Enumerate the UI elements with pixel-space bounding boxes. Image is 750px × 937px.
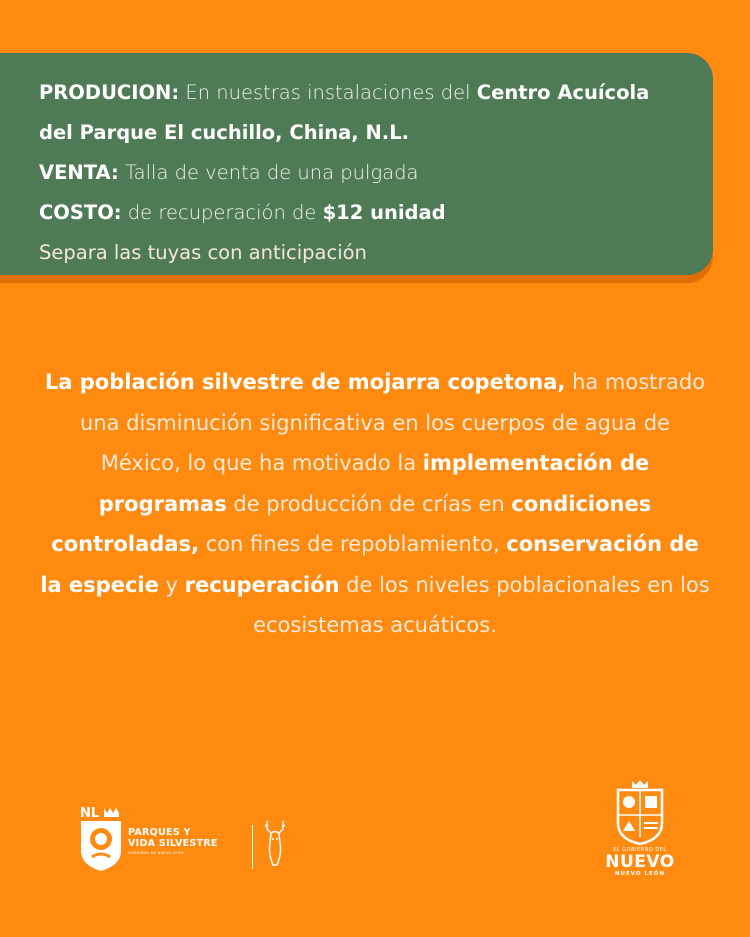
parque-location: del Parque El cuchillo, China, N.L. (39, 121, 410, 144)
separa-text: Separa las tuyas con anticipación (39, 241, 367, 264)
info-card (0, 53, 713, 275)
deer-head-icon (262, 819, 288, 869)
para-text-2: de producción de crías en (226, 491, 512, 516)
para-bold-4: conservación de la especie (40, 532, 699, 597)
gobierno-small-text: GOBIERNO DE NUEVO LEÓN (128, 851, 184, 855)
costo-label: COSTO: (39, 201, 122, 224)
para-text-5: de los niveles poblacionales en los ecosistemas acuáticos. (253, 572, 710, 637)
nl-crown-lion-shield-icon (80, 805, 122, 873)
nuevo-text: NUEVO (605, 852, 675, 872)
para-text-4: y (158, 572, 185, 597)
para-text-1: ha mostrado una disminución significativa en los cuerpos de agua de México, lo que ha motivado la (80, 370, 706, 475)
description-paragraph (40, 362, 710, 646)
produccion-label: PRODUCION: (39, 81, 180, 104)
para-bold-3: condiciones controladas, (51, 491, 652, 556)
info-line-costo (39, 193, 713, 233)
para-bold-5: recuperación (184, 572, 340, 597)
costo-price: $12 unidad (322, 201, 446, 224)
centro-acuicola: Centro Acuícola (476, 81, 650, 104)
info-line-venta (39, 153, 713, 193)
parques-logo (80, 805, 280, 875)
venta-label: VENTA: (39, 161, 119, 184)
costo-text: de recuperación de (121, 201, 323, 224)
produccion-text: En nuestras instalaciones del (179, 81, 477, 104)
para-bold-1: La población silvestre de mojarra copetona, (44, 370, 566, 394)
parques-line-2: VIDA SILVESTRE (128, 838, 218, 849)
parques-title (128, 827, 218, 849)
logo-divider (252, 825, 253, 869)
para-text-3: con fines de repoblamiento, (198, 532, 507, 556)
coat-of-arms-icon (614, 779, 666, 845)
info-line-produccion (39, 73, 713, 113)
nl-text: NL (80, 806, 100, 821)
parques-line-1: PARQUES Y (128, 827, 191, 838)
gobierno-logo (594, 779, 686, 889)
nuevo-leon-text: NUEVO LEÓN (614, 871, 666, 877)
venta-text: Talla de venta de una pulgada (118, 161, 419, 184)
gobierno-del-text: EL GOBIERNO DEL (613, 847, 667, 853)
info-line-location (39, 113, 713, 153)
para-bold-2: implementación de programas (98, 451, 650, 516)
info-line-separa (39, 233, 713, 273)
